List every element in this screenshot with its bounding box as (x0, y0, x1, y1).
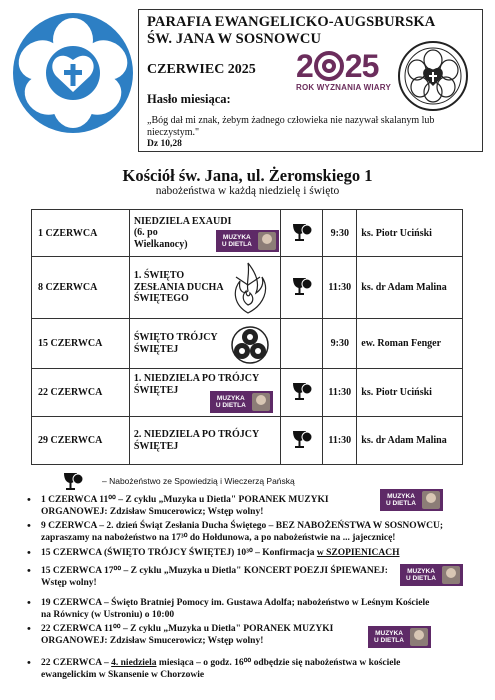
service-name-line: ZESŁANIA DUCHA (133, 281, 224, 293)
organist-photo (258, 232, 276, 250)
communion-cell (281, 257, 323, 319)
service-name-line: (6. po (133, 227, 158, 239)
chalice-host-icon (291, 275, 313, 297)
service-time: 11:30 (323, 257, 357, 319)
service-name-line: ŚWIĘTEGO (133, 293, 189, 305)
muzyka-u-dietla-badge (216, 230, 279, 252)
service-time: 11:30 (323, 417, 357, 465)
service-name-line: ŚWIĘTEJ (133, 440, 179, 452)
parish-title-line1: PARAFIA EWANGELICKO-AUGSBURSKA (147, 14, 436, 30)
badge-line: U DIETLA (386, 500, 416, 507)
service-name-line: ŚWIĘTEJ (133, 384, 179, 396)
announcement-line: 9 CZERWCA – 2. dzień Świąt Zesłania Ducha Świętego – BEZ NABOŻEŃSTWA W SOSNOWCU; (41, 521, 444, 531)
rose-zero-icon (314, 51, 344, 81)
service-name-line: ŚWIĘTO TRÓJCY (133, 332, 218, 343)
service-date: 15 CZERWCA (32, 319, 130, 369)
list-item (27, 598, 467, 621)
badge-line: MUZYKA (387, 493, 415, 500)
announcement-line: 19 CZERWCA – Święto Bratniej Pomocy im. Gustawa Adolfa; nabożeństwo w Leśnym Kościele (41, 598, 430, 608)
year-caption: ROK WYZNANIA WIARY (296, 83, 391, 92)
service-name-line: 1. ŚWIĘTO (133, 270, 185, 282)
service-name-line: 1. NIEDZIELA PO TRÓJCY (133, 373, 260, 384)
motto-reference: Dz 10,28 (147, 139, 182, 149)
announcement-line: 1 CZERWCA 11⁰⁰ – Z cyklu „Muzyka u Dietla" PORANEK MUZYKI (41, 495, 329, 505)
organist-photo (410, 628, 428, 646)
service-date: 22 CZERWCA (32, 369, 130, 417)
service-name (129, 257, 281, 319)
table-row (32, 369, 463, 417)
list-item (27, 548, 467, 560)
church-name: Kościół św. Jana, ul. Żeromskiego 1 (122, 166, 373, 185)
holy-spirit-dove-flame-icon (226, 261, 270, 315)
badge-line: U DIETLA (215, 402, 246, 409)
year-digit-2: 2 (296, 48, 313, 84)
communion-cell (281, 369, 323, 417)
announcement-line: na Równicy (w Ustroniu) o 10:00 (41, 609, 175, 620)
organist-photo (442, 566, 460, 584)
announcement-line: miesiąca – o godz. 16⁰⁰ odbędzie się nabożeństwa w kościele (156, 658, 401, 668)
year-digits-25: 25 (344, 48, 379, 84)
service-schedule-table (31, 209, 463, 465)
muzyka-u-dietla-badge (210, 391, 273, 413)
list-item (27, 658, 467, 681)
table-row (32, 319, 463, 369)
badge-line: MUZYKA (407, 568, 435, 575)
table-row (32, 210, 463, 257)
motto-label: Hasło miesiąca: (147, 92, 231, 106)
badge-line: MUZYKA (375, 630, 403, 637)
muzyka-u-dietla-badge (368, 626, 431, 648)
announcement-line: 22 CZERWCA – (41, 658, 112, 668)
trinity-symbol-icon (230, 325, 270, 365)
chalice-host-icon (291, 380, 313, 402)
service-name (129, 319, 281, 369)
service-name-line: ŚWIĘTEJ (133, 343, 179, 355)
announcement-underlined: 4. niedziela (111, 658, 157, 668)
communion-cell (281, 319, 323, 369)
announcement-line: 22 CZERWCA 11⁰⁰ – Z cyklu „Muzyka u Dietla" PORANEK MUZYKI (41, 624, 334, 634)
muzyka-u-dietla-badge (380, 489, 443, 511)
service-name (129, 210, 281, 257)
announcement-line: zapraszamy na nabożeństwo na 17³⁰ do Hołdunowa, a po nabożeństwie na ... jajecznicę! (41, 532, 396, 543)
year-of-confession-logo (296, 50, 392, 92)
motto-text: „Bóg dał mi znak, żebym żadnego człowieka nie nazywał skalanym lub nieczystym." (147, 115, 435, 138)
announcement-line: 15 CZERWCA 17⁰⁰ – Z cyklu „Muzyka u Dietla" KONCERT POEZJI ŚPIEWANEJ: (41, 566, 388, 576)
service-name (129, 369, 281, 417)
minister-name: ks. Piotr Uciński (357, 369, 463, 417)
announcement-line: Wstęp wolny! (41, 577, 97, 588)
luther-seal-icon (397, 40, 469, 112)
announcement-line: ewangelickim w Skansenie w Chorzowie (41, 669, 205, 680)
service-name-line: Wielkanocy) (133, 238, 188, 250)
chalice-host-icon (62, 470, 84, 492)
chalice-host-icon (291, 221, 313, 243)
service-date: 29 CZERWCA (32, 417, 130, 465)
chalice-host-icon (291, 428, 313, 450)
list-item (27, 521, 467, 544)
luther-rose-logo (10, 10, 136, 136)
communion-cell (281, 210, 323, 257)
minister-name: ew. Roman Fenger (357, 319, 463, 369)
organist-photo (252, 393, 270, 411)
minister-name: ks. Piotr Uciński (357, 210, 463, 257)
announcement-line: ORGANOWEJ: Zdzisław Smucerowicz; Wstęp wolny! (41, 635, 264, 646)
announcement-line: ORGANOWEJ: Zdzisław Smucerowicz; Wstęp wolny! (41, 506, 264, 517)
organist-photo (422, 491, 440, 509)
parish-title-line2: ŚW. JANA W SOSNOWCU (147, 31, 322, 47)
communion-cell (281, 417, 323, 465)
badge-line: MUZYKA (222, 234, 251, 241)
table-row (32, 417, 463, 465)
badge-line: U DIETLA (406, 575, 436, 582)
service-name-line: 2. NIEDZIELA PO TRÓJCY (133, 429, 260, 440)
muzyka-u-dietla-badge (400, 564, 463, 586)
table-row (32, 257, 463, 319)
service-date: 8 CZERWCA (32, 257, 130, 319)
badge-line: MUZYKA (216, 395, 245, 402)
legend-text: – Nabożeństwo ze Spowiedzią i Wieczerzą Pańską (102, 476, 295, 486)
announcement-line: 15 CZERWCA (ŚWIĘTO TRÓJCY ŚWIĘTEJ) 10³⁰ – Konfirmacja (41, 548, 317, 558)
service-time: 9:30 (323, 319, 357, 369)
service-time: 11:30 (323, 369, 357, 417)
badge-line: U DIETLA (221, 241, 252, 248)
service-name (129, 417, 281, 465)
church-subtitle: nabożeństwa w każdą niedzielę i święto (155, 185, 340, 197)
month-title: CZERWIEC 2025 (147, 62, 256, 77)
service-time: 9:30 (323, 210, 357, 257)
minister-name: ks. dr Adam Malina (357, 257, 463, 319)
service-name-line: NIEDZIELA EXAUDI (133, 215, 232, 227)
service-date: 1 CZERWCA (32, 210, 130, 257)
announcement-underlined: w SZOPIENICACH (316, 548, 400, 558)
badge-line: U DIETLA (374, 637, 404, 644)
minister-name: ks. dr Adam Malina (357, 417, 463, 465)
